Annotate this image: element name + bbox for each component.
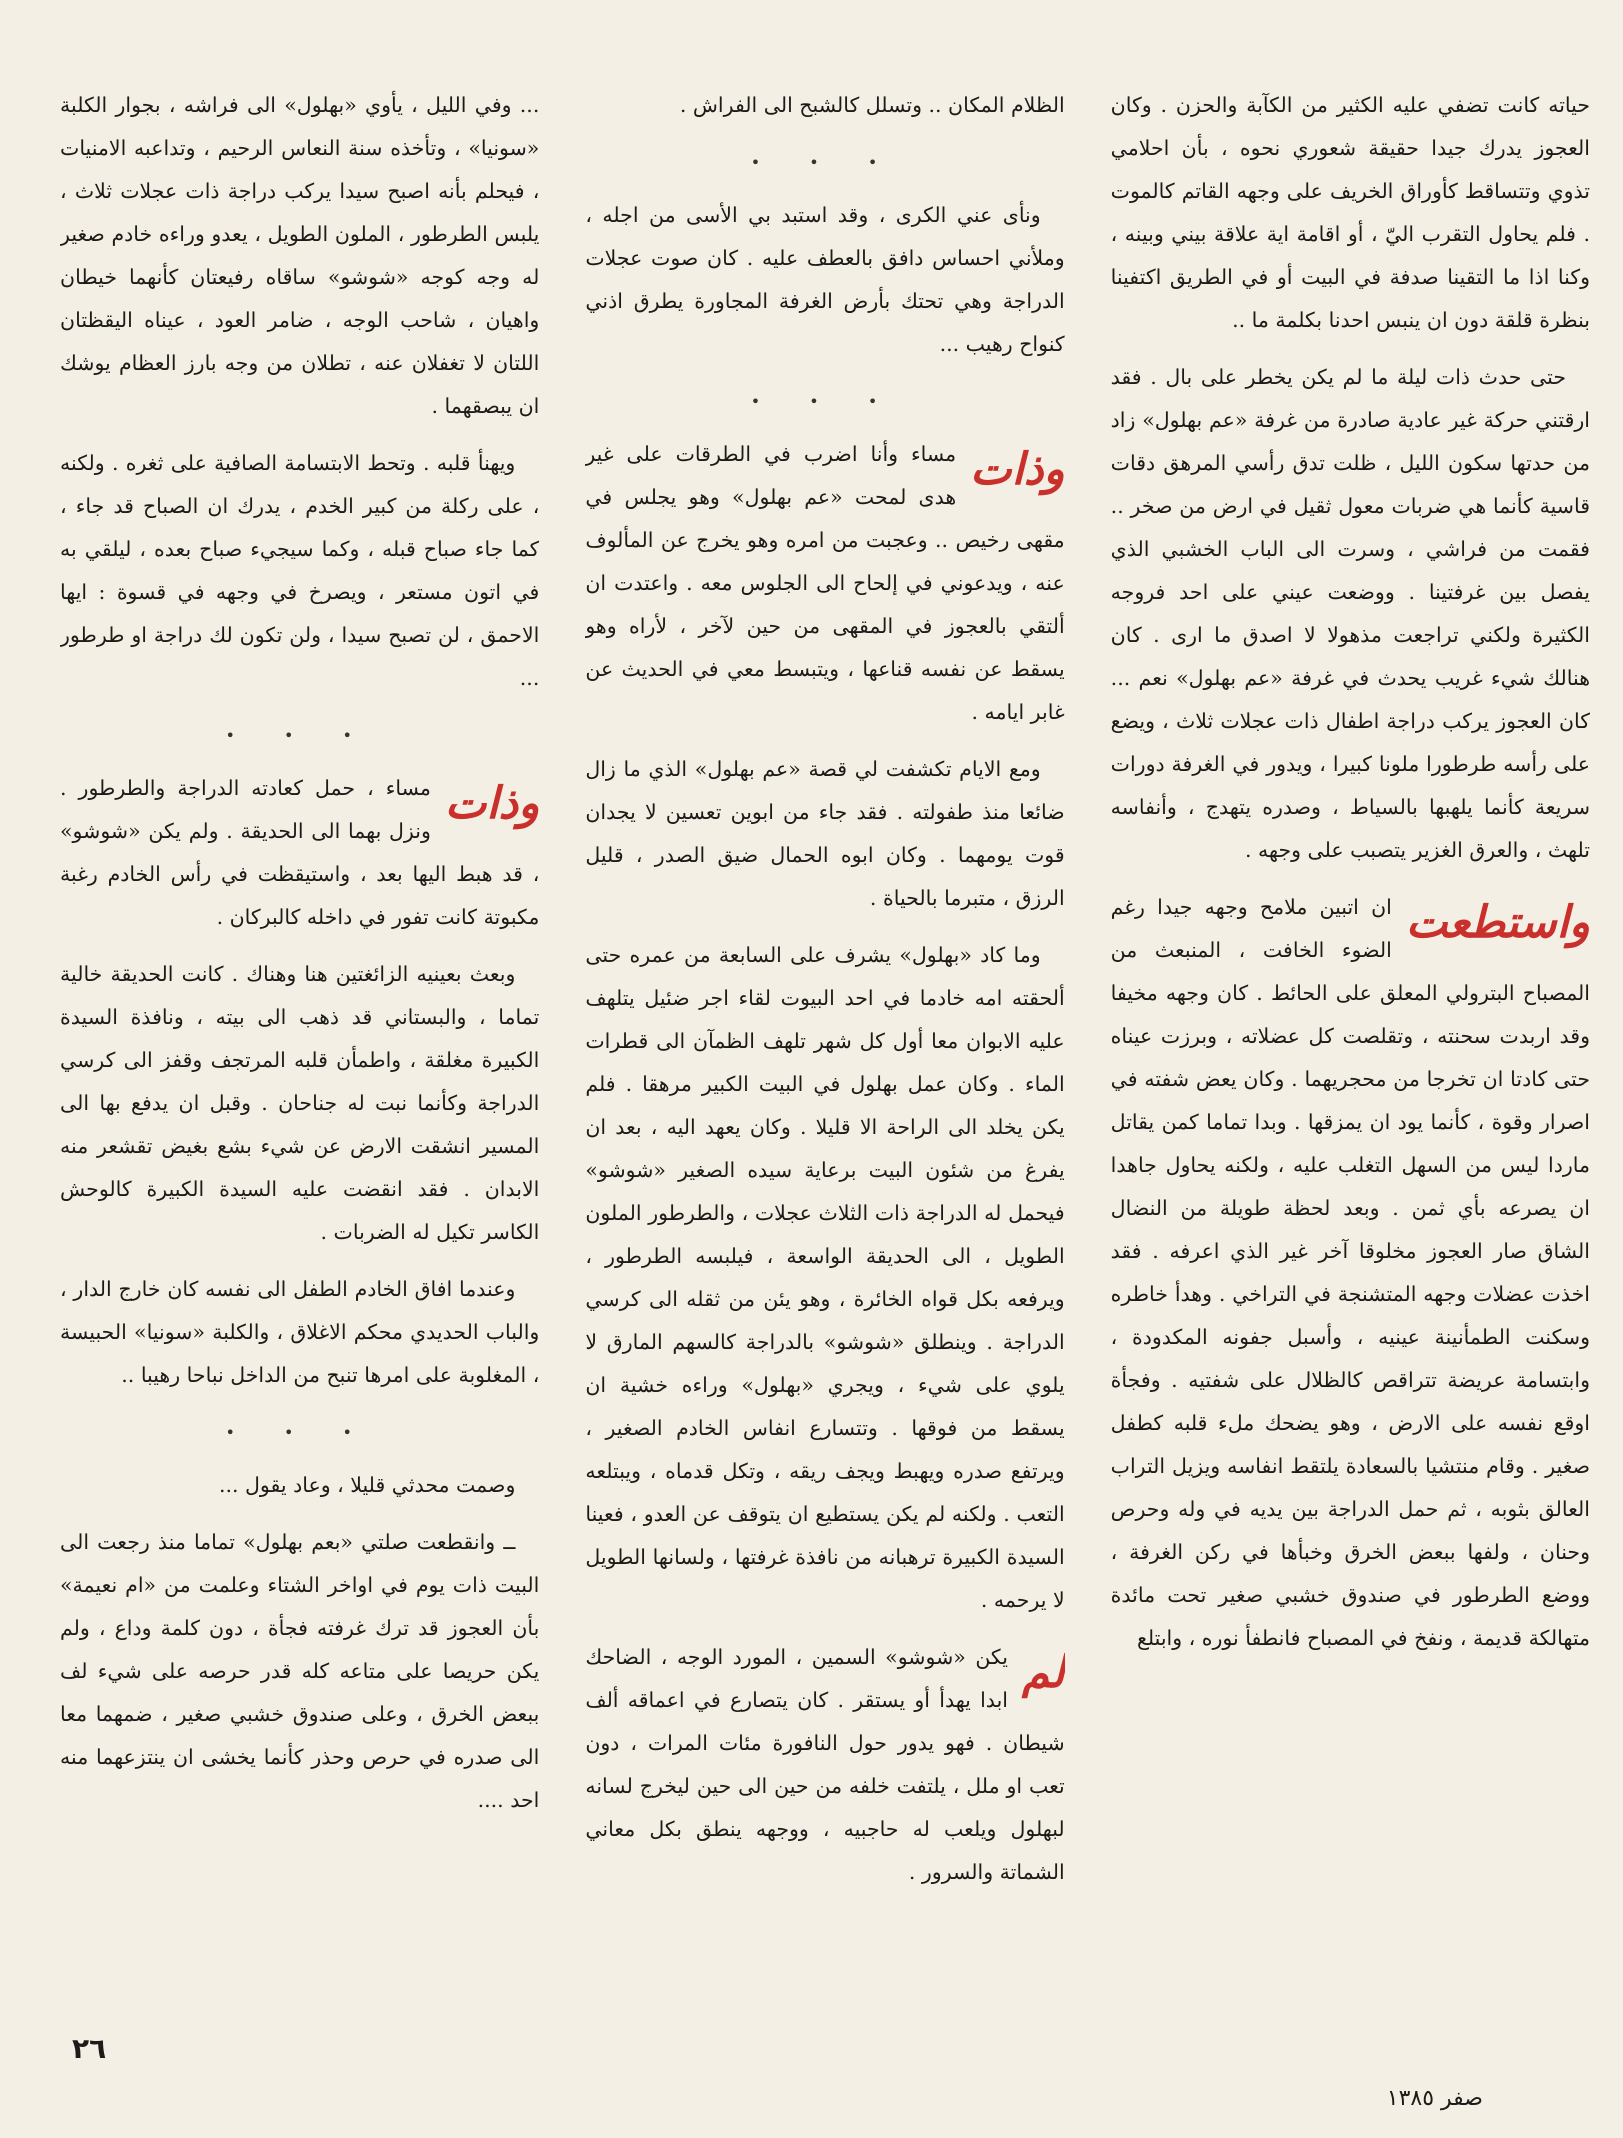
paragraph: ونأى عني الكرى ، وقد استبد بي الأسى من اجله ، وملأني احساس دافق بالعطف عليه . كان صوت عجلات الدراجة وهي تحتك بأرض الغرفة المجاورة يطرق اذني كنواح رهيب ... — [585, 203, 1065, 356]
page-number: ٢٦ — [72, 2032, 107, 2065]
section-separator: • • • — [225, 1423, 374, 1442]
paragraph: وما كاد «بهلول» يشرف على السابعة من عمره حتى ألحقته امه خادما في احد البيوت لقاء اجر ضئيل يتلهف عليه الابوان معا أول كل شهر تلهف الظمآن الى قطرات الماء . وكان عمل بهلول في البيت الكبير مرهقا . فلم يكن يخلد الى الراحة الا قليلا . وكان يعهد اليه ، بعد ان يفرغ من شئون البيت برعاية سيده الصغير «شوشو» فيحمل له الدراجة ذات الثلاث عجلات ، والطرطور الملون الطويل ، الى الحديقة الواسعة ، فيلبسه الطرطور ، ويرفعه بكل قواه الخائرة ، وهو يئن من ثقله الى كرسي الدراجة . وينطلق «شوشو» بالدراجة كالسهم المارق لا يلوي على شيء ، ويجري «بهلول» وراءه خشية ان يسقط من فوقها . وتتسارع انفاس الخادم الصغير ، ويرتفع صدره ويهبط ويجف ريقه ، وتكل قدماه ، ويبتلعه التعب . ولكنه لم يكن يستطيع ان يتوقف عن العدو ، فعينا السيدة الكبيرة ترهبانه من نافذة غرفتها ، ولسانها الطويل لا يرحمه . — [585, 943, 1065, 1612]
column-left — [60, 84, 539, 2004]
paragraph-with-dropword — [1111, 886, 1590, 1660]
paragraph: ومع الايام تكشفت لي قصة «عم بهلول» الذي ما زال ضائعا منذ طفولته . فقد جاء من ابوين تعسين لا يجدان قوت يومهما . وكان ابوه الحمال ضيق الصدر ، قليل الرزق ، متبرما بالحياة . — [585, 757, 1065, 910]
drop-word: لم — [1021, 1647, 1065, 1698]
paragraph: الظلام المكان .. وتسلل كالشبح الى الفراش . — [679, 93, 1065, 117]
paragraph: وبعث بعينيه الزائغتين هنا وهناك . كانت الحديقة خالية تماما ، والبستاني قد ذهب الى بيته ، ونافذة السيدة الكبيرة مغلقة ، واطمأن قلبه المرتجف وقفز الى كرسي الدراجة وكأنما نبت له جناحان . وقبل ان يدفع بها الى المسير انشقت الارض عن شيء بشع بغيض تقشعر منه الابدان . فقد انقضت عليه السيدة الكبيرة كالوحش الكاسر تكيل له الضربات . — [60, 962, 540, 1244]
drop-word: واستطعت — [1405, 897, 1590, 948]
paragraph-text: يكن «شوشو» السمين ، المورد الوجه ، الضاحك ابدا يهدأ أو يستقر . كان يتصارع في اعماقه ألف شيطان . فهو يدور حول النافورة مئات المرات ، دون تعب او ملل ، يلتفت خلفه من حين الى حين ليخرج لسانه لبهلول ويلعب له حاجبيه ، ووجهه ينطق بكل معاني الشماتة والسرور . — [585, 1645, 1065, 1884]
column-right — [1111, 84, 1590, 2004]
paragraph-with-dropword — [585, 433, 1064, 734]
paragraph-text: مساء ، حمل كعادته الدراجة والطرطور . ونزل بهما الى الحديقة . ولم يكن «شوشو» ، قد هبط اليها بعد ، واستيقظت في رأس الخادم رغبة مكبوتة كانت تفور في داخله كالبركان . — [60, 776, 540, 929]
section-separator: • • • — [225, 726, 374, 745]
section-separator: • • • — [750, 153, 900, 172]
column-middle — [585, 84, 1064, 2004]
section-separator: • • • — [750, 392, 900, 411]
paragraph: حتى حدث ذات ليلة ما لم يكن يخطر على بال . فقد ارقتني حركة غير عادية صادرة من غرفة «عم بهلول» زاد من حدتها سكون الليل ، ظلت تدق رأسي المرهق دقات قاسية كأنما هي ضربات معول ثقيل في ارض من صخر .. فقمت من فراشي ، وسرت الى الباب الخشبي الذي يفصل بين غرفتينا . ووضعت عيني على احد فروجه الكثيرة ولكني تراجعت مذهولا لا اصدق ما ارى . كان هنالك شيء غريب يحدث في غرفة «عم بهلول» نعم ... كان العجوز يركب دراجة اطفال ذات عجلات ثلاث ، ويضع على رأسه طرطورا ملونا كبيرا ، ويدور في الغرفة دورات سريعة كأنما يلهبها بالسياط ، وصدره يتهدج ، وأنفاسه تلهث ، والعرق الغزير يتصبب على وجهه . — [1110, 365, 1590, 862]
paragraph: وعندما افاق الخادم الطفل الى نفسه كان خارج الدار ، والباب الحديدي محكم الاغلاق ، والكلبة «سونيا» الحبيسة ، المغلوبة على امرها تنبح من الداخل نباحا رهيبا .. — [60, 1277, 540, 1387]
issue-date: صفر ١٣٨٥ — [1386, 2086, 1483, 2111]
paragraph: ويهنأ قلبه . وتحط الابتسامة الصافية على ثغره . ولكنه ، على ركلة من كبير الخدم ، يدرك ان الصباح قد جاء ، كما جاء صباح قبله ، وكما سيجيء صباح بعده ، ليلقي به في اتون مستعر ، ويصرخ في وجهه في قسوة : ايها الاحمق ، لن تصبح سيدا ، ولن تكون لك دراجة او طرطور ... — [60, 451, 540, 690]
drop-word: وذات — [970, 444, 1065, 495]
paragraph-with-dropword — [585, 1636, 1064, 1894]
paragraph-text: ان اتبين ملامح وجهه جيدا رغم الضوء الخافت ، المنبعث من المصباح البترولي المعلق على الحائط . كان وجهه مخيفا وقد اربدت سحنته ، وتقلصت كل عضلاته ، وبرزت عيناه حتى كادتا ان تخرجا من محجريهما . وكان يعض شفته في اصرار وقوة ، كأنما يود ان يمزقها . وبدا تماما كمن يقاتل ماردا ليس من السهل التغلب عليه ، ولكنه يحاول جاهدا ان يصرعه بأي ثمن . وبعد لحظة طويلة من النضال الشاق صار العجوز مخلوقا آخر غير الذي اعرفه . فقد اخذت عضلات وجهه المتشنجة في التراخي . وهدأ خاطره وسكنت الطمأنينة عينيه ، وأسبل جفونه المكدودة ، وابتسامة عريضة تتراقص كالظلال على شفتيه . وفجأة اوقع نفسه على الارض ، وهو يضحك ملء قلبه كطفل صغير . وقام منتشيا بالسعادة يلتقط انفاسه ويزيل التراب العالق بثوبه ، ثم حمل الدراجة بين يديه في وله وحرص وحنان ، ولفها ببعض الخرق وخبأها في ركن الغرفة ، ووضع الطرطور في صندوق خشبي صغير تحت مائدة متهالكة قديمة ، ونفخ في المصباح فانطفأ نوره ، وابتلع — [1110, 895, 1590, 1650]
paragraph-text: مساء وأنا اضرب في الطرقات على غير هدى لمحت «عم بهلول» وهو يجلس في مقهى رخيص .. وعجبت من امره وهو يخرج عن المألوف عنه ، ويدعوني في إلحاح الى الجلوس معه . واعتدت ان ألتقي بالعجوز في المقهى من حين لآخر ، لأراه وهو يسقط عن نفسه قناعها ، ويتبسط معي في الحديث عن غابر ايامه . — [585, 442, 1065, 724]
paragraph: ... وفي الليل ، يأوي «بهلول» الى فراشه ، بجوار الكلبة «سونيا» ، وتأخذه سنة النعاس الرحيم ، وتداعبه الامنيات ، فيحلم بأنه اصبح سيدا يركب دراجة ذات عجلات ثلاث ، يلبس الطرطور ، الملون الطويل ، يعدو وراءه خادم صغير له وجه كوجه «شوشو» ساقاه رفيعتان كأنهما خيطان واهيان ، شاحب الوجه ، ضامر العود ، عيناه اليقظتان اللتان لا تغفلان عنه ، تطلان من وجه بارز العظام يوشك ان يبصقهما . — [60, 93, 540, 418]
drop-word: وذات — [444, 778, 540, 829]
paragraph: حياته كانت تضفي عليه الكثير من الكآبة والحزن . وكان العجوز يدرك جيدا حقيقة شعوري نحوه ، بأن احلامي تذوي وتتساقط كأوراق الخريف على وجهه القاتم كالموت . فلم يحاول التقرب اليّ ، أو اقامة اية علاقة بيني وبينه ، وكنا اذا ما التقينا صدفة في البيت أو في الطريق اكتفينا بنظرة قلقة دون ان ينبس احدنا بكلمة ما .. — [1110, 93, 1590, 332]
paragraph: ــ وانقطعت صلتي «بعم بهلول» تماما منذ رجعت الى البيت ذات يوم في اواخر الشتاء وعلمت من «ام نعيمة» بأن العجوز قد ترك غرفته فجأة ، دون كلمة وداع ، ولم يكن حريصا على متاعه كله قدر حرصه على شيء لف ببعض الخرق ، وعلى صندوق خشبي صغير ، ضمهما معا الى صدره في حرص وحذر كأنما يخشى ان ينتزعهما منه احد .... — [60, 1530, 540, 1812]
text-columns — [60, 84, 1590, 2004]
paragraph-with-dropword — [60, 767, 539, 939]
paragraph: وصمت محدثي قليلا ، وعاد يقول ... — [218, 1473, 516, 1497]
